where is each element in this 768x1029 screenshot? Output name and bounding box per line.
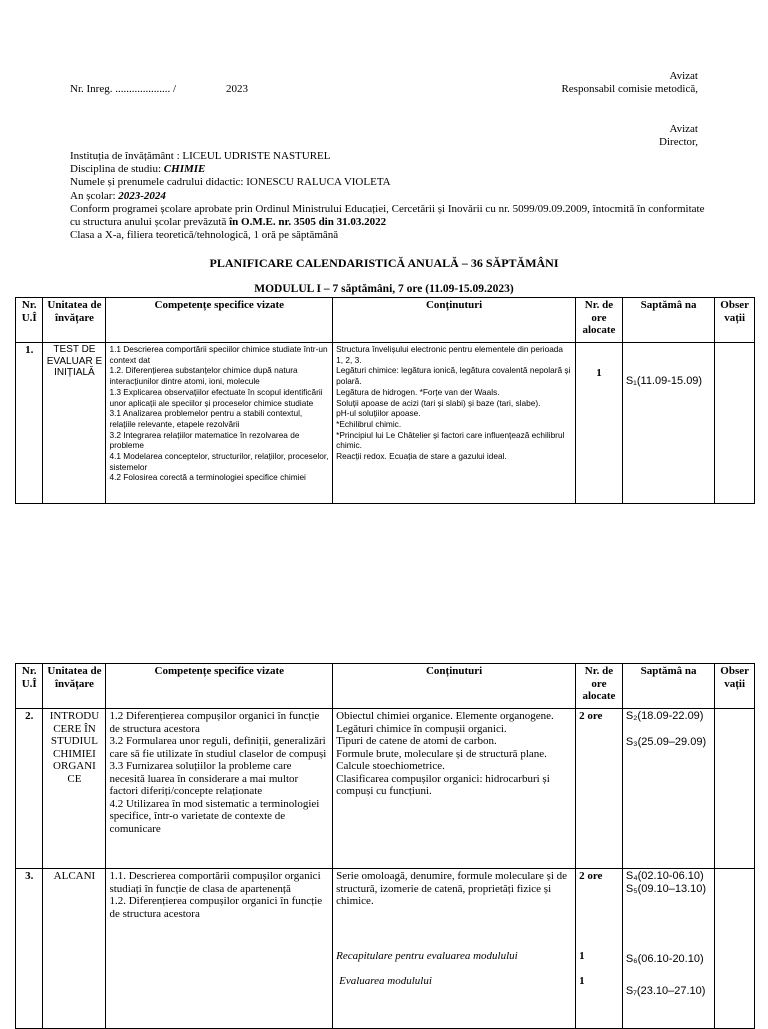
col-header-competences: Competențe specifice vizate [106, 664, 333, 709]
recap-item: Recapitulare pentru evaluarea modulului [336, 949, 518, 962]
discipline-label: Disciplina de studiu: [70, 163, 164, 176]
competences-cell [106, 709, 333, 869]
col-header-nr: Nr. U.Î [16, 298, 43, 343]
registration-number [70, 83, 176, 96]
hours-item: 2 ore [579, 870, 603, 882]
row-number: 1. [16, 343, 43, 504]
content-item: Legături chimice: legătura ionică, legătura covalentă nepolară și polară. [336, 365, 571, 387]
institution-line: Instituția de învățământ : LICEUL UDRISTE NASTUREL [70, 150, 331, 162]
module-title: MODULUL I – 7 săptămâni, 7 ore (11.09-15.09.2023) [254, 283, 514, 295]
competence-item: 3.2 Formularea unor reguli, definiții, generalizări care să fie utilizate în studiul claselor de compuși [109, 735, 327, 760]
content-item: pH-ul soluțiilor apoase. [336, 408, 421, 419]
col-header-week: Saptămâ na [622, 664, 715, 709]
discipline-line [70, 163, 710, 176]
content-item: Legătura de hidrogen. *Forțe van der Waals. [336, 386, 500, 397]
competence-item: 1.2 Diferențierea compușilor organici în funcție de structura acestora [109, 710, 320, 735]
competences-cell [106, 343, 333, 504]
competence-item: 1.2. Diferențierea substanțelor chimice după natura interacțiunilor dintre atomi, ioni, molecule [109, 365, 298, 387]
content-item: Calcule stoechiometrice. [336, 760, 445, 772]
planning-table-2 [15, 663, 755, 1029]
content-item: Soluții apoase de acizi (tari și slabi) și baze (tari, slabe). [336, 397, 541, 408]
content-item: Formule brute, moleculare și de structură plane. [336, 747, 547, 760]
director-label: Director, [659, 136, 698, 148]
contents-cell [333, 343, 576, 504]
content-item: Tipuri de catene de atomi de carbon. [336, 735, 497, 747]
competences-cell [106, 869, 333, 1029]
evaluation-item: Evaluarea modulului [339, 975, 432, 987]
week-item: S₄(02.10-06.10) [625, 870, 704, 882]
hours-cell: 1 [576, 343, 623, 504]
school-year-label: An școlar: [70, 189, 119, 202]
content-item: Reacții redox. Ecuația de stare a gazului ideal. [336, 451, 507, 462]
contents-cell [333, 869, 576, 1029]
col-header-hours: Nr. de ore alocate [576, 298, 623, 343]
content-item: Obiectul chimiei organice. Elemente organogene. Legături chimice în compușii organici. [336, 710, 554, 735]
content-item: Clasificarea compușilor organici: hidrocarburi și compuși cu funcțiuni. [336, 772, 550, 797]
table-header-row [16, 298, 755, 343]
competence-item: 1.1 Descrierea comportării speciilor chimice studiate într-un context dat [109, 344, 328, 365]
col-header-unit: Unitatea de învățare [43, 298, 106, 343]
competence-item: 1.2. Diferențierea compușilor organici în funcție de structura acestora [109, 895, 323, 920]
col-header-competences: Competențe specifice vizate [106, 298, 333, 343]
content-item: *Echilibrul chimic. [336, 418, 402, 429]
competence-item: 4.2 Utilizarea în mod sistematic a terminologiei specifice, într-o varietate de contexte de comunicare [109, 797, 320, 835]
col-header-contents: Conținuturi [333, 664, 576, 709]
col-header-week: Saptămâ na [622, 298, 715, 343]
discipline-value: CHIMIE [163, 163, 206, 176]
week-item: S₃(25.09–29.09) [625, 735, 707, 748]
contents-cell [333, 709, 576, 869]
competence-item: 4.2 Folosirea corectă a terminologiei specifice chimiei [109, 472, 306, 483]
registration-label: Nr. Inreg. .................... / [70, 83, 177, 95]
week-cell [622, 869, 715, 1029]
planning-table-1 [15, 297, 755, 504]
row-number: 3. [16, 869, 43, 1029]
week-item: S₂(18.09-22.09) [625, 710, 704, 722]
evaluation-week: S₇(23.10–27.10) [625, 984, 706, 997]
competence-item: 3.2 Integrarea relațiilor matematice în rezolvarea de probleme [109, 429, 300, 451]
registration-year: 2023 [226, 83, 248, 95]
info-block [70, 150, 710, 242]
table-row [16, 343, 755, 504]
observations-cell [715, 343, 755, 504]
content-item: Structura învelișului electronic pentru elementele din perioada 1, 2, 3. [336, 344, 564, 365]
school-year-value: 2023-2024 [118, 189, 166, 202]
approval-label: Avizat [669, 123, 698, 135]
learning-unit: TEST DE EVALUAR E INIȚIALĂ [43, 343, 106, 504]
recap-week: S₆(06.10-20.10) [625, 953, 704, 965]
competence-item: 1.1. Descrierea comportării compușilor organici studiați în funcție de clasa de apartenență [109, 870, 321, 895]
competence-item: 1.3 Explicarea observațiilor efectuate în scopul identificării unor aplicații ale speciilor și proceselor chimice studiate [109, 386, 323, 408]
table-row [16, 709, 755, 869]
methodical-committee-label: Responsabil comisie metodică, [561, 83, 698, 95]
content-item: Serie omoloagă, denumire, formule moleculare și de structură, izomerie de catenă, proprietăți fizice și chimice. [336, 870, 568, 907]
approval-label: Avizat [669, 70, 698, 82]
content-item: *Principiul lui Le Châtelier și factori care influențează echilibrul chimic. [336, 429, 565, 451]
school-year-line [70, 190, 710, 203]
competence-item: 4.1 Modelarea conceptelor, structurilor, relațiilor, proceselor, sistemelor [109, 451, 329, 472]
col-header-unit: Unitatea de învățare [43, 664, 106, 709]
competence-item: 3.3 Furnizarea soluțiilor la probleme care necesită luarea în considerare a mai multor factori diferiți/concepte relaționate [109, 760, 299, 797]
col-header-observations: Obser vații [715, 664, 755, 709]
recap-hours: 1 [579, 949, 585, 962]
curriculum-text: Conform programei școlare aprobate prin Ordinul Ministrului Educației, Cercetării și Inovării cu nr. 5099/09.09.2009, întocmită în conformitate cu structura anului școlar prevăzută [70, 202, 705, 229]
col-header-contents: Conținuturi [333, 298, 576, 343]
learning-unit: ALCANI [43, 869, 106, 1029]
curriculum-line [70, 203, 710, 229]
curriculum-order: în O.M.E. nr. 3505 din 31.03.2022 [229, 216, 387, 229]
approval-block-director [659, 123, 698, 149]
evaluation-hours: 1 [579, 975, 585, 987]
observations-cell [715, 869, 755, 1029]
class-line: Clasa a X-a, filiera teoretică/tehnologică, 1 oră pe săptămână [70, 229, 339, 242]
week-cell: S₁(11.09-15.09) [622, 343, 715, 504]
table-header-row [16, 664, 755, 709]
hours-cell: 2 ore [576, 709, 623, 869]
col-header-nr: Nr. U.Î [16, 664, 43, 709]
col-header-hours: Nr. de ore alocate [576, 664, 623, 709]
teacher-line: Numele și prenumele cadrului didactic: IONESCU RALUCA VIOLETA [70, 176, 391, 189]
col-header-observations: Obser vații [715, 298, 755, 343]
approval-block-methodical [561, 70, 698, 96]
hours-cell [576, 869, 623, 1029]
competence-item: 3.1 Analizarea problemelor pentru a stabili contextul, relațiile relevante, etapele rezolvării [109, 408, 303, 429]
observations-cell [715, 709, 755, 869]
week-cell [622, 709, 715, 869]
row-number: 2. [16, 709, 43, 869]
page-title: PLANIFICARE CALENDARISTICĂ ANUALĂ – 36 SĂPTĂMÂNI [209, 256, 559, 270]
table-row [16, 869, 755, 1029]
learning-unit: INTRODU CERE ÎN STUDIUL CHIMIEI ORGANI CE [43, 709, 106, 869]
week-item: S₅(09.10–13.10) [625, 882, 707, 895]
